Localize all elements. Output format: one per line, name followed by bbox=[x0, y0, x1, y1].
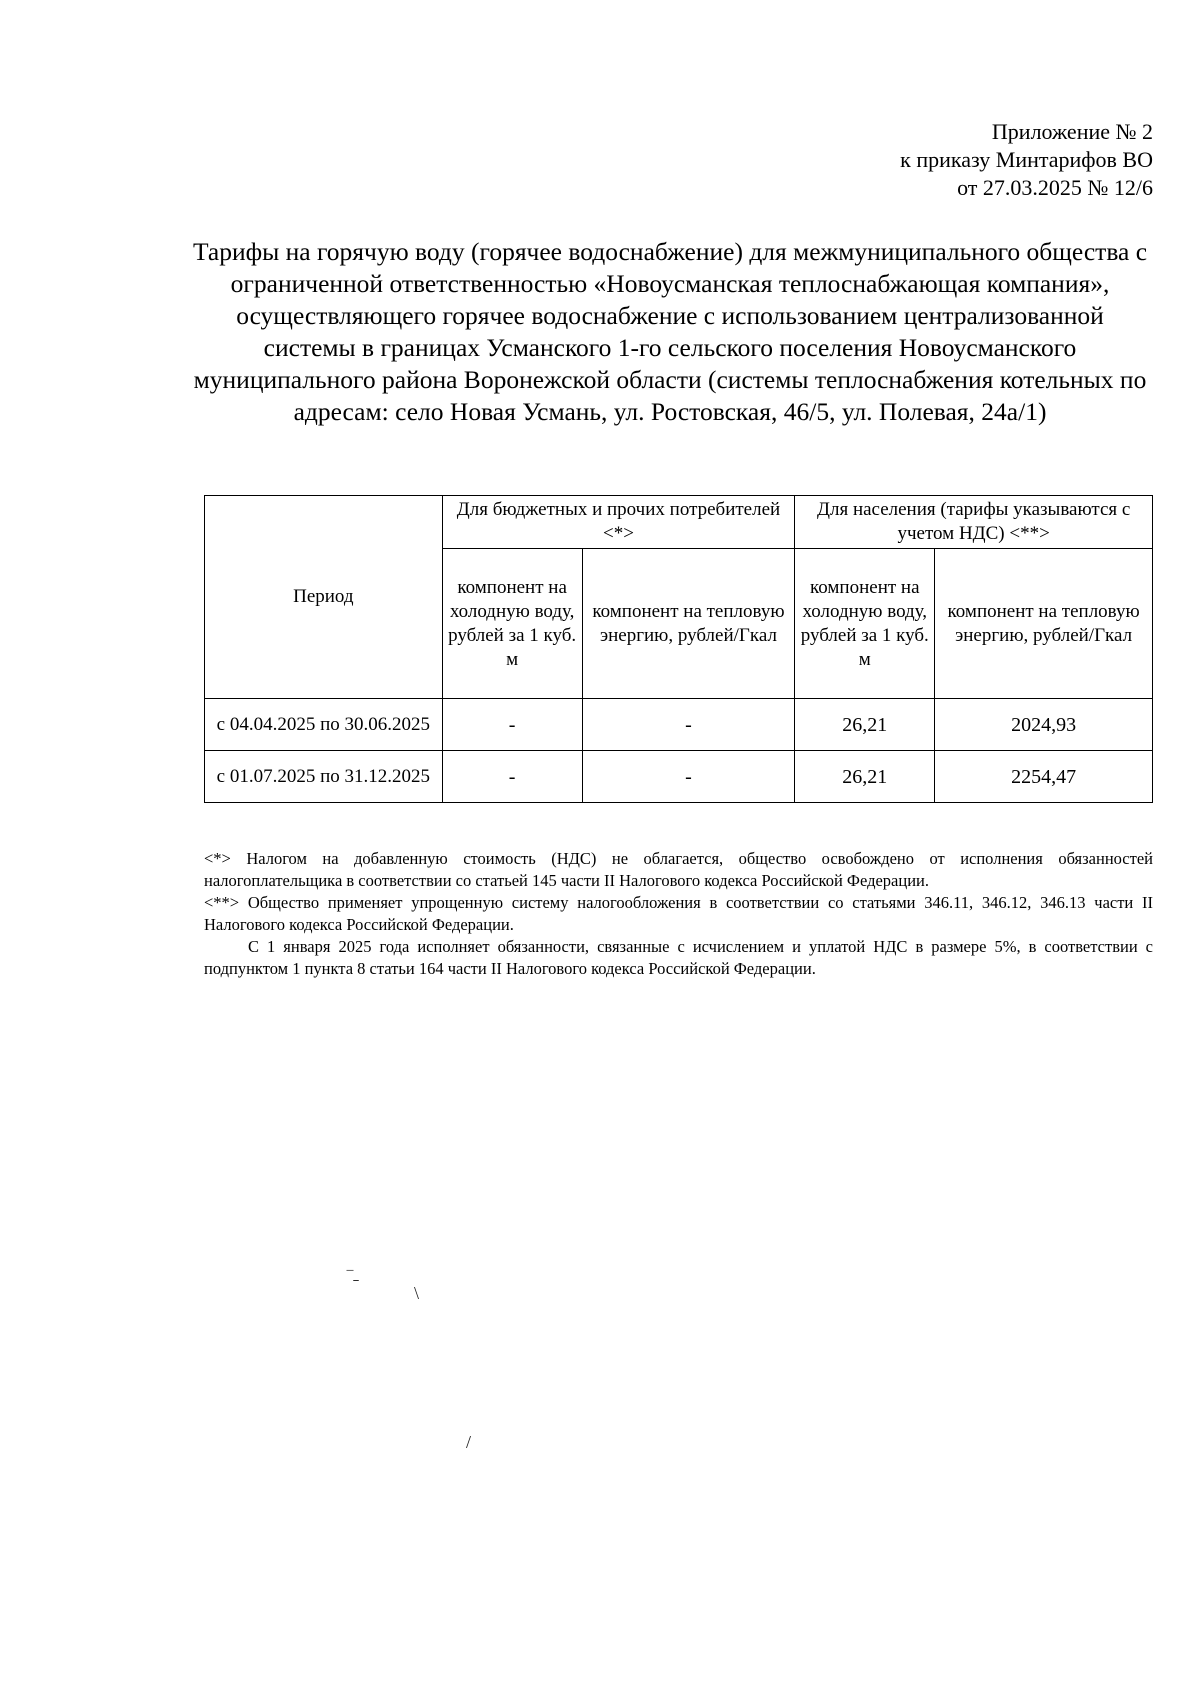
budget-cold-water-cell: - bbox=[442, 751, 582, 803]
population-heat-energy-cell: 2254,47 bbox=[935, 751, 1153, 803]
population-cold-water-header: компонент на холодную воду, рублей за 1 куб. м bbox=[795, 549, 935, 699]
population-heat-energy-header: компонент на тепловую энергию, рублей/Гкал bbox=[935, 549, 1153, 699]
population-cold-water-cell: 26,21 bbox=[795, 699, 935, 751]
annex-number: Приложение № 2 bbox=[991, 119, 1153, 144]
budget-cold-water-header: компонент на холодную воду, рублей за 1 куб. м bbox=[442, 549, 582, 699]
tariff-table bbox=[204, 495, 1153, 803]
table-row bbox=[205, 699, 1153, 751]
annex-order-ref: к приказу Минтарифов ВО bbox=[900, 147, 1153, 172]
footnote-simplified-tax: <**> Общество применяет упрощенную систему налогообложения в соответствии со статьями 346.11, 346.12, 346.13 части II Налогового кодекса Российской Федерации. bbox=[204, 893, 1153, 934]
annex-order-date: от 27.03.2025 № 12/6 bbox=[957, 175, 1153, 200]
period-header: Период bbox=[205, 496, 443, 699]
period-cell: с 04.04.2025 по 30.06.2025 bbox=[205, 699, 443, 751]
budget-heat-energy-cell: - bbox=[582, 751, 795, 803]
footnote-vat-rate: С 1 января 2025 года исполняет обязанности, связанные с исчислением и уплатой НДС в размере 5%, в соответствии с подпунктом 1 пункта 8 статьи 164 части II Налогового кодекса Российской Федерации. bbox=[204, 937, 1153, 978]
footnote-vat-exempt: <*> Налогом на добавленную стоимость (НДС) не облагается, общество освобождено от исполнения обязанностей налогоплательщика в соответствии со статьей 145 части II Налогового кодекса Российской Федерации. bbox=[204, 849, 1153, 890]
scan-mark: / bbox=[466, 1432, 472, 1452]
table-header-row-1 bbox=[205, 496, 1153, 549]
period-cell: с 01.07.2025 по 31.12.2025 bbox=[205, 751, 443, 803]
table-row bbox=[205, 751, 1153, 803]
budget-heat-energy-header: компонент на тепловую энергию, рублей/Гкал bbox=[582, 549, 795, 699]
population-group-header: Для населения (тарифы указываются с учетом НДС) <**> bbox=[795, 496, 1153, 549]
population-heat-energy-cell: 2024,93 bbox=[935, 699, 1153, 751]
annex-reference bbox=[900, 118, 1153, 202]
budget-cold-water-cell: - bbox=[442, 699, 582, 751]
scan-mark: ‾˗ bbox=[347, 1268, 359, 1288]
budget-heat-energy-cell: - bbox=[582, 699, 795, 751]
footnotes bbox=[204, 848, 1153, 980]
budget-group-header: Для бюджетных и прочих потребителей <*> bbox=[442, 496, 795, 549]
scan-mark: \ bbox=[414, 1283, 420, 1303]
population-cold-water-cell: 26,21 bbox=[795, 751, 935, 803]
document-title: Тарифы на горячую воду (горячее водоснабжение) для межмуниципального общества с ограниченной ответственностью «Новоусманская теплоснабжающая компания», осуществляющего горячее водоснабжение с использованием централизованной системы в границах Усманского 1-го сельского поселения Новоусманского муниципального района Воронежской области (системы теплоснабжения котельных по адресам: село Новая Усмань, ул. Ростовская, 46/5, ул. Полевая, 24а/1) bbox=[192, 237, 1148, 426]
